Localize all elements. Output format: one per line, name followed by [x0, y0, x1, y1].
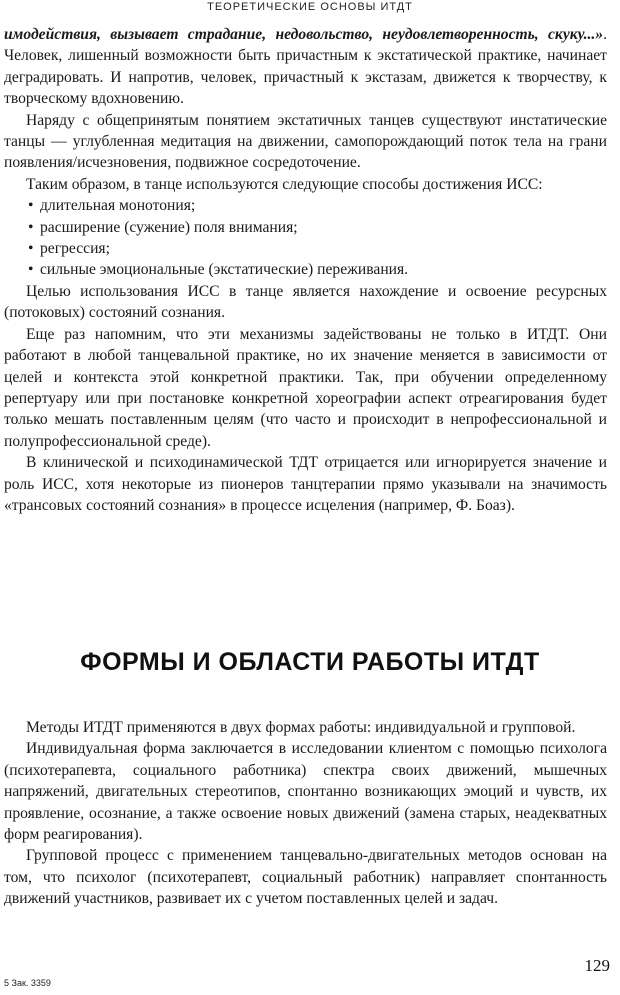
page-number: 129 — [584, 956, 610, 975]
paragraph-continuation — [4, 24, 607, 110]
bullet-icon: • — [28, 218, 34, 236]
methods-list — [4, 195, 607, 281]
printer-footnote: 5 Зак. 3359 — [4, 978, 51, 988]
paragraph-mechanisms: Еще раз напомним, что эти механизмы задействованы не только в ИТДТ. Они работают в любой танцевальной практике, но их значение меняется в зависимости от целей и контекста этой конкретной практики. Так, при обучении определенному репертуару или при постановке конкретной хореографии аспект отреагирования будет только мешать поставленным целям (что часто и происходит в непрофессиональной и полупрофессиональной среде). — [4, 325, 607, 450]
paragraph-purpose: Целью использования ИСС в танце является нахождение и освоение ресурсных (потоковых) состояний сознания. — [4, 282, 607, 322]
list-item: • сильные эмоциональные (экстатические) переживания. — [4, 259, 607, 280]
running-head: ТЕОРЕТИЧЕСКИЕ ОСНОВЫ ИТДТ — [207, 1, 413, 13]
list-item: • длительная монотония; — [4, 195, 607, 216]
bullet-icon: • — [28, 261, 34, 279]
text-block-bottom — [4, 717, 607, 910]
italic-quote-end: имодействия, вызывает страдание, недовольство, неудовлетворенность, скуку...» — [4, 26, 604, 43]
paragraph-instatic-dances: Наряду с общепринятым понятием экстатичных танцев существуют инстатические танцы — углубленная медитация на движении, самопорождающий поток тела на грани появления/исчезновения, подвижное сосредоточение. — [4, 111, 607, 172]
text-block-top — [4, 24, 607, 516]
paragraph-continuation-text: . Человек, лишенный возможности быть причастным к экстатической практике, начинает деградировать. И напротив, человек, причастный к экстазам, движется к творчеству, к творческому вдохновению. — [4, 26, 607, 108]
paragraph-forms: Методы ИТДТ применяются в двух формах работы: индивидуальной и групповой. — [26, 719, 576, 736]
list-item: • расширение (сужение) поля внимания; — [4, 217, 607, 238]
list-item: • регрессия; — [4, 238, 607, 259]
paragraph-group-process: Групповой процесс с применением танцевально-двигательных методов основан на том, что психолог (психотерапевт, социальный работник) направляет спонтанность движений участников, развивает их с учетом поставленных целей и задач. — [4, 847, 607, 908]
section-heading: ФОРМЫ И ОБЛАСТИ РАБОТЫ ИТДТ — [80, 648, 540, 676]
paragraph-methods-intro: Таким образом, в танце используются следующие способы достижения ИСС: — [26, 175, 543, 193]
bullet-icon: • — [28, 197, 34, 215]
bullet-icon: • — [28, 240, 34, 258]
paragraph-individual-form: Индивидуальная форма заключается в исследовании клиентом с помощью психолога (психотерапевта, социального работника) спектра своих движений, мышечных напряжений, двигательных стереотипов, спонтанно возникающих эмоций и чувств, их проявление, осознание, а также освоение новых движений (замена старых, неадекватных форм реагирования). — [4, 740, 607, 844]
paragraph-clinical-tdt: В клинической и психодинамической ТДТ отрицается или игнорируется значение и роль ИСС, хотя некоторые из пионеров танцтерапии прямо указывали на значимость «трансовых состояний сознания» в процессе исцеления (например, Ф. Боаз). — [4, 454, 607, 514]
